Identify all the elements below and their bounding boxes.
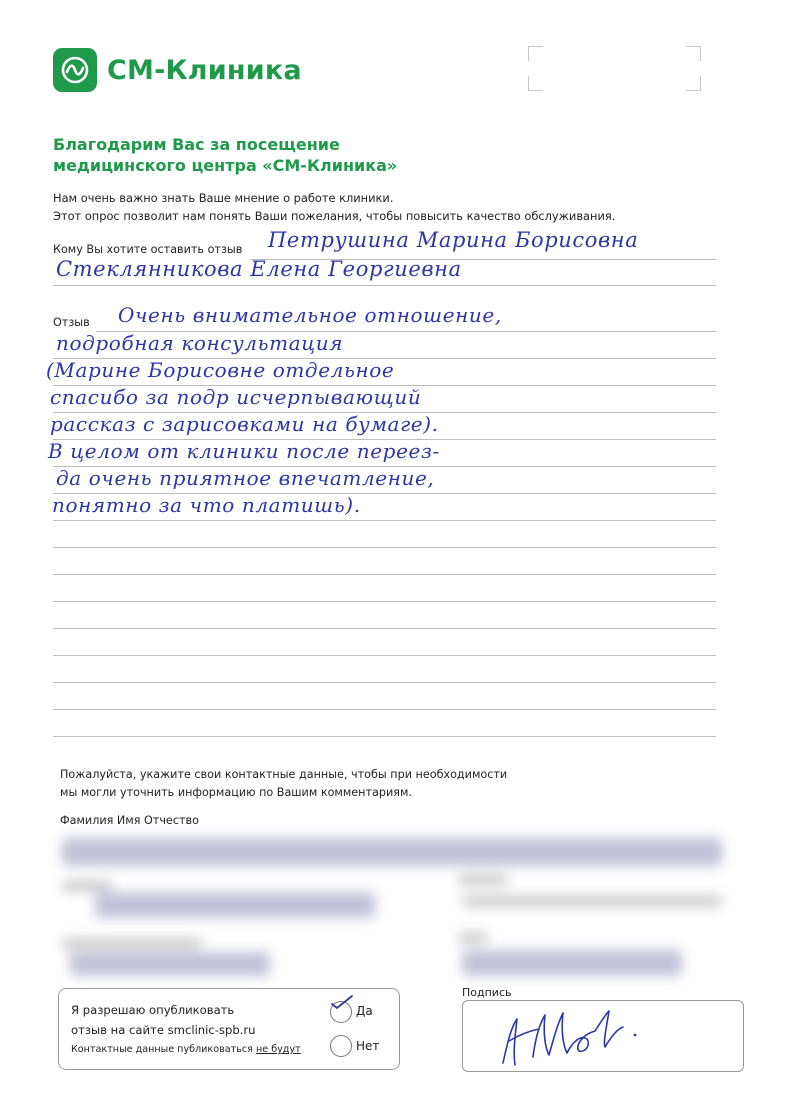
- recipient-label: Кому Вы хотите оставить отзыв: [53, 243, 243, 256]
- write-line: [53, 709, 716, 710]
- contact-line-1: Пожалуйста, укажите свои контактные данные, чтобы при необходимости: [60, 768, 508, 781]
- review-handwritten-line-4: спасибо за подр исчерпывающий: [50, 385, 422, 409]
- publish-consent-box: [58, 988, 400, 1070]
- consent-note-prefix: Контактные данные публиковаться: [71, 1044, 256, 1055]
- publish-yes-radio[interactable]: [330, 1001, 352, 1023]
- consent-line-1: Я разрешаю опубликовать: [71, 1003, 235, 1017]
- write-line: [53, 574, 716, 575]
- cm-clinic-logo-icon: [53, 48, 97, 92]
- review-handwritten-line-6: В целом от клиники после переез-: [48, 439, 440, 463]
- consent-line-2: отзыв на сайте smclinic-spb.ru: [71, 1023, 256, 1037]
- thanks-line-1: Благодарим Вас за посещение: [53, 135, 340, 154]
- review-handwritten-line-2: подробная консультация: [56, 331, 344, 355]
- redacted-field-line: [462, 895, 722, 907]
- review-label: Отзыв: [53, 316, 90, 329]
- contact-line-2: мы могли уточнить информацию по Вашим комментариям.: [60, 786, 412, 799]
- redacted-date: [462, 950, 682, 976]
- intro-text: [53, 189, 615, 225]
- redacted-email: [70, 952, 270, 976]
- stamp-area-corner: [528, 76, 543, 91]
- review-handwritten-line-3: (Марине Борисовне отдельное: [46, 358, 395, 382]
- signature-box: [462, 1000, 744, 1072]
- write-line: [53, 547, 716, 548]
- consent-note: [71, 1044, 301, 1055]
- redacted-label: [62, 880, 112, 892]
- review-handwritten-line-7: да очень приятное впечатление,: [56, 466, 435, 490]
- stamp-area-corner: [686, 76, 701, 91]
- write-line: [53, 736, 716, 737]
- write-line: [53, 520, 716, 521]
- brand-logo: [53, 48, 302, 92]
- stamp-area-corner: [686, 46, 701, 61]
- redacted-phone: [95, 892, 375, 918]
- publish-no-label: Нет: [356, 1039, 380, 1053]
- thanks-line-2: медицинского центра «СМ-Клиника»: [53, 156, 398, 175]
- consent-note-emphasis: не будут: [255, 1044, 301, 1055]
- write-line: [53, 682, 716, 683]
- contact-request-text: [60, 766, 507, 802]
- write-line: [53, 601, 716, 602]
- intro-line-2: Этот опрос позволит нам понять Ваши пожелания, чтобы повысить качество обслуживания.: [53, 209, 616, 223]
- write-line: [53, 655, 716, 656]
- publish-yes-label: Да: [356, 1004, 373, 1018]
- redacted-label: [458, 874, 508, 886]
- recipient-handwritten-1: Петрушина Марина Борисовна: [268, 228, 639, 252]
- handwritten-signature: [463, 1001, 743, 1071]
- review-handwritten-line-5: рассказ с зарисовками на бумаге).: [50, 412, 439, 436]
- redacted-label: [458, 932, 488, 944]
- redacted-label: [62, 938, 202, 950]
- review-handwritten-line-1: Очень внимательное отношение,: [118, 303, 502, 327]
- redacted-full-name: [62, 838, 722, 866]
- write-line: [53, 628, 716, 629]
- publish-no-radio[interactable]: [330, 1035, 352, 1057]
- full-name-label: Фамилия Имя Отчество: [60, 814, 199, 827]
- recipient-handwritten-2: Стеклянникова Елена Георгиевна: [56, 257, 462, 281]
- write-line: [53, 285, 716, 286]
- signature-label: Подпись: [462, 986, 512, 999]
- stamp-area-corner: [528, 46, 543, 61]
- intro-line-1: Нам очень важно знать Ваше мнение о работе клиники.: [53, 191, 394, 205]
- review-handwritten-line-8: понятно за что платишь).: [52, 493, 361, 517]
- thanks-heading: [53, 134, 397, 176]
- brand-name: СМ-Клиника: [107, 54, 302, 86]
- handwritten-check-icon: [329, 994, 355, 1016]
